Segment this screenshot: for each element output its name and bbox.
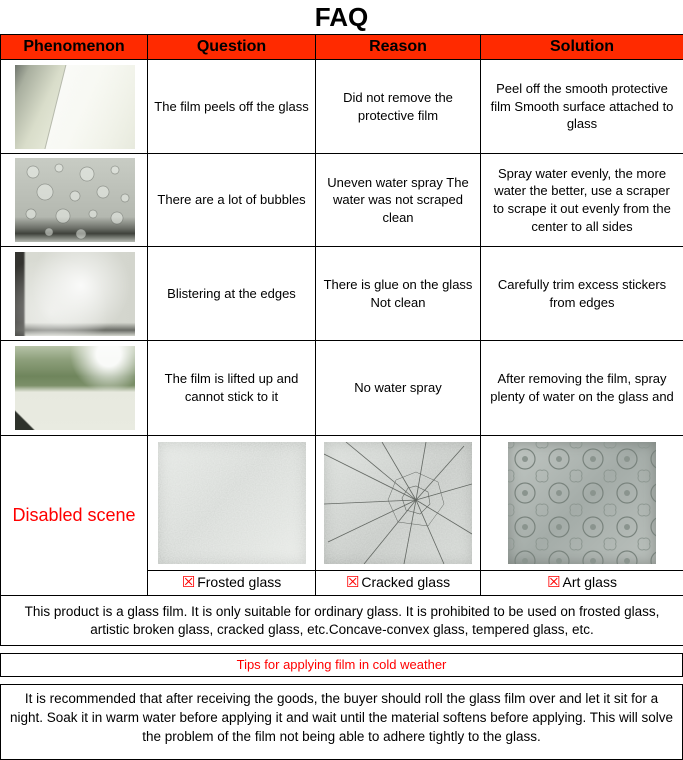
reason-cell: No water spray — [316, 341, 481, 436]
reason-cell: There is glue on the glass Not clean — [316, 247, 481, 341]
art-glass-photo — [508, 442, 656, 564]
phenomenon-cell — [1, 247, 148, 341]
art-glass-cell — [481, 436, 683, 571]
reason-cell: Did not remove the protective film — [316, 60, 481, 154]
disabled-scene-row — [1, 436, 683, 571]
phenomenon-cell — [1, 60, 148, 154]
question-cell: There are a lot of bubbles — [148, 154, 316, 247]
caption-label: Cracked glass — [361, 574, 450, 590]
suitability-note-row — [1, 596, 683, 646]
edge-blister-photo — [15, 252, 135, 336]
page-title: FAQ — [0, 0, 683, 34]
frosted-glass-cell — [148, 436, 316, 571]
suitability-note: This product is a glass film. It is only suitable for ordinary glass. It is prohibited to be used on frosted glass, artistic broken glass, cracked glass, etc.Concave-convex glass, tempered glass, etc. — [1, 596, 683, 646]
frosted-glass-photo — [158, 442, 306, 564]
peeled-film-sheet — [44, 65, 135, 149]
table-row — [1, 341, 683, 436]
crack-lines-graphic — [324, 442, 472, 564]
cracked-glass-photo — [324, 442, 472, 564]
frost-texture-graphic — [158, 442, 306, 564]
solution-cell: Carefully trim excess stickers from edges — [481, 247, 683, 341]
phenomenon-cell — [1, 154, 148, 247]
x-checkbox-icon: ☒ — [182, 574, 195, 591]
frosted-glass-caption — [148, 571, 316, 596]
cold-weather-instructions: It is recommended that after receiving the goods, the buyer should roll the glass film over and let it sit for a night. Soak it in warm water before applying it and wait until the material softens before applying. This will solve the problem of the film not being able to adhere tightly to the glass. — [0, 684, 683, 760]
question-cell: Blistering at the edges — [148, 247, 316, 341]
cracked-glass-caption — [316, 571, 481, 596]
header-row — [1, 35, 683, 60]
table-row — [1, 247, 683, 341]
solution-cell: Peel off the smooth protective film Smooth surface attached to glass — [481, 60, 683, 154]
art-glass-caption — [481, 571, 683, 596]
caption-label: Art glass — [562, 574, 616, 590]
reason-cell: Uneven water spray The water was not scraped clean — [316, 154, 481, 247]
cold-weather-tips-title: Tips for applying film in cold weather — [0, 653, 683, 677]
solution-cell: After removing the film, spray plenty of water on the glass and — [481, 341, 683, 436]
disabled-scene-label: Disabled scene — [1, 436, 148, 596]
question-cell: The film is lifted up and cannot stick to it — [148, 341, 316, 436]
x-checkbox-icon: ☒ — [346, 574, 359, 591]
faq-table — [0, 34, 683, 646]
column-header-solution: Solution — [481, 35, 683, 60]
caption-label: Frosted glass — [197, 574, 281, 590]
x-checkbox-icon: ☒ — [547, 574, 560, 591]
column-header-reason: Reason — [316, 35, 481, 60]
solution-cell: Spray water evenly, the more water the better, use a scraper to scrape it out evenly from the center to all sides — [481, 154, 683, 247]
table-row — [1, 154, 683, 247]
cracked-glass-cell — [316, 436, 481, 571]
table-row — [1, 60, 683, 154]
art-pattern-graphic — [508, 442, 656, 564]
bubbles-photo — [15, 158, 135, 242]
column-header-phenomenon: Phenomenon — [1, 35, 148, 60]
film-peels-photo — [15, 65, 135, 149]
film-lifted-photo — [15, 346, 135, 430]
phenomenon-cell — [1, 341, 148, 436]
water-droplets-graphic — [15, 158, 135, 242]
question-cell: The film peels off the glass — [148, 60, 316, 154]
column-header-question: Question — [148, 35, 316, 60]
